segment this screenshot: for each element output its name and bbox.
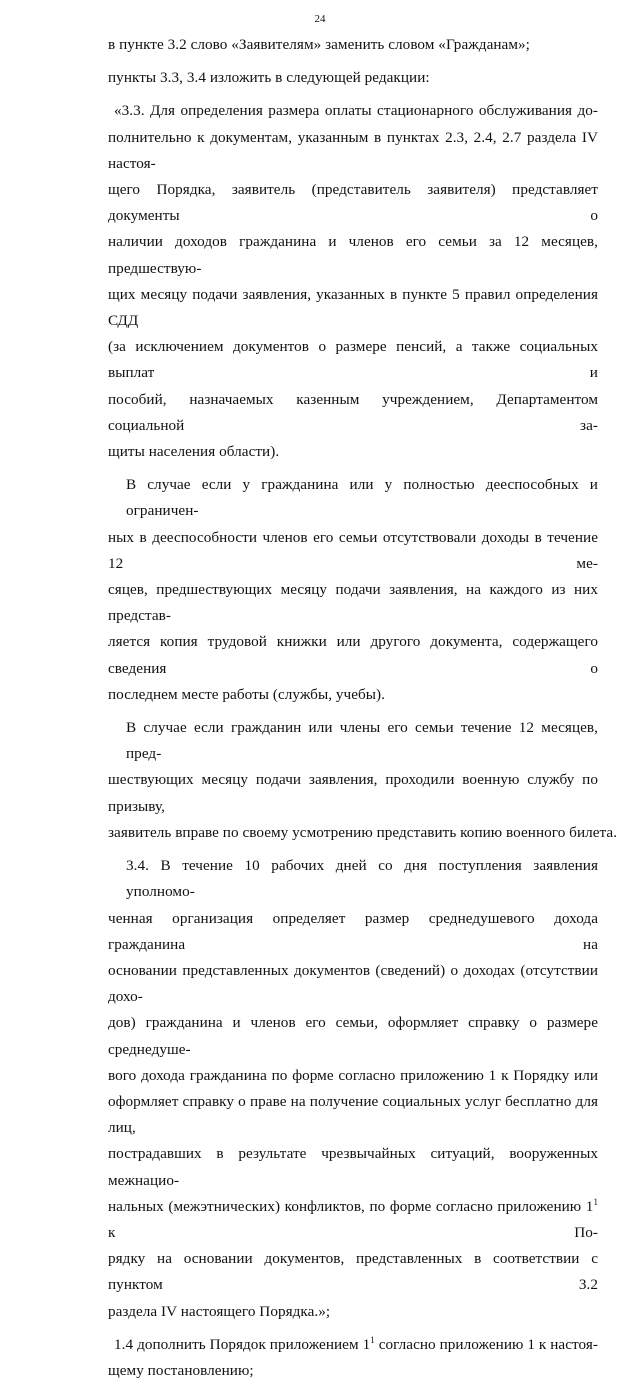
paragraph-p3-line: щего Порядка, заявитель (представитель заявителя) представляет документы о <box>108 181 598 225</box>
paragraph-p6-line: 3.4. В течение 10 рабочих дней со дня поступления заявления уполномо- <box>126 857 598 901</box>
paragraph-p6-line: оформляет справку о праве на получение социальных услуг бесплатно для лиц, <box>108 1092 598 1137</box>
paragraph-p3-line: (за исключением документов о размере пенсий, а также социальных выплат и <box>108 338 598 382</box>
paragraph-p6-line: вого дохода гражданина по форме согласно приложению 1 к Порядку или <box>108 1066 598 1084</box>
paragraph-p3-line: полнительно к документам, указанным в пунктах 2.3, 2.4, 2.7 раздела IV настоя- <box>108 128 598 172</box>
text-segment: согласно приложению 1 к настоя- <box>374 1335 598 1353</box>
paragraph-p4-line: сяцев, предшествующих месяцу подачи заявления, на каждого из них представ- <box>108 581 598 625</box>
paragraph-p7-line <box>108 1332 598 1358</box>
paragraph-p7-line: щему постановлению; <box>108 1361 254 1379</box>
page-number: 24 <box>314 13 326 25</box>
text-segment: 1.4 дополнить Порядок приложением 1 <box>114 1335 371 1353</box>
document-body <box>108 32 618 1384</box>
paragraph-p3-line: щих месяцу подачи заявления, указанных в пункте 5 правил определения СДД <box>108 285 598 330</box>
paragraph-p4-line: последнем месте работы (службы, учебы). <box>108 685 386 703</box>
paragraph-p6-line: основании представленных документов (сведений) о доходах (отсутствии дохо- <box>108 961 598 1006</box>
paragraph-p6-line: пострадавших в результате чрезвычайных ситуаций, вооруженных межнацио- <box>108 1145 598 1189</box>
paragraph-p4-line: ляется копия трудовой книжки или другого документа, содержащего сведения о <box>108 633 598 677</box>
paragraph-p5-line: шествующих месяцу подачи заявления, проходили военную службу по призыву, <box>108 771 598 815</box>
paragraph-p3-line: «3.3. Для определения размера оплаты стационарного обслуживания до- <box>114 102 598 120</box>
paragraph-p2: пункты 3.3, 3.4 изложить в следующей редакции: <box>108 69 430 87</box>
paragraph-p5-line: заявитель вправе по своему усмотрению представить копию военного билета. <box>108 823 618 841</box>
paragraph-p3-line: наличии доходов гражданина и членов его семьи за 12 месяцев, предшествую- <box>108 233 598 277</box>
paragraph-p4-line: В случае если у гражданина или у полностью дееспособных и ограничен- <box>126 476 598 520</box>
text-segment: нальных (межэтнических) конфликтов, по форме согласно приложению 1 <box>108 1197 594 1215</box>
paragraph-p6-line: рядку на основании документов, представленных в соответствии с пунктом 3.2 <box>108 1250 598 1294</box>
paragraph-p1: в пункте 3.2 слово «Заявителям» заменить словом «Гражданам»; <box>108 36 530 53</box>
paragraph-p6-line <box>108 1194 598 1246</box>
superscript: 1 <box>370 1334 375 1345</box>
paragraph-p6-line: раздела IV настоящего Порядка.»; <box>108 1302 331 1320</box>
text-segment: к По- <box>108 1223 598 1241</box>
paragraph-p6-line: дов) гражданина и членов его семьи, оформляет справку о размере среднедуше- <box>108 1014 598 1058</box>
paragraph-p3-line: пособий, назначаемых казенным учреждением, Департаментом социальной за- <box>108 390 598 434</box>
paragraph-p5-line: В случае если гражданин или члены его семьи течение 12 месяцев, пред- <box>126 719 598 763</box>
paragraph-p3-line: щиты населения области). <box>108 443 280 461</box>
superscript: 1 <box>593 1196 598 1207</box>
paragraph-p6-line: ченная организация определяет размер среднедушевого дохода гражданина на <box>108 909 598 953</box>
paragraph-p4-line: ных в дееспособности членов его семьи отсутствовали доходы в течение 12 ме- <box>108 528 598 572</box>
